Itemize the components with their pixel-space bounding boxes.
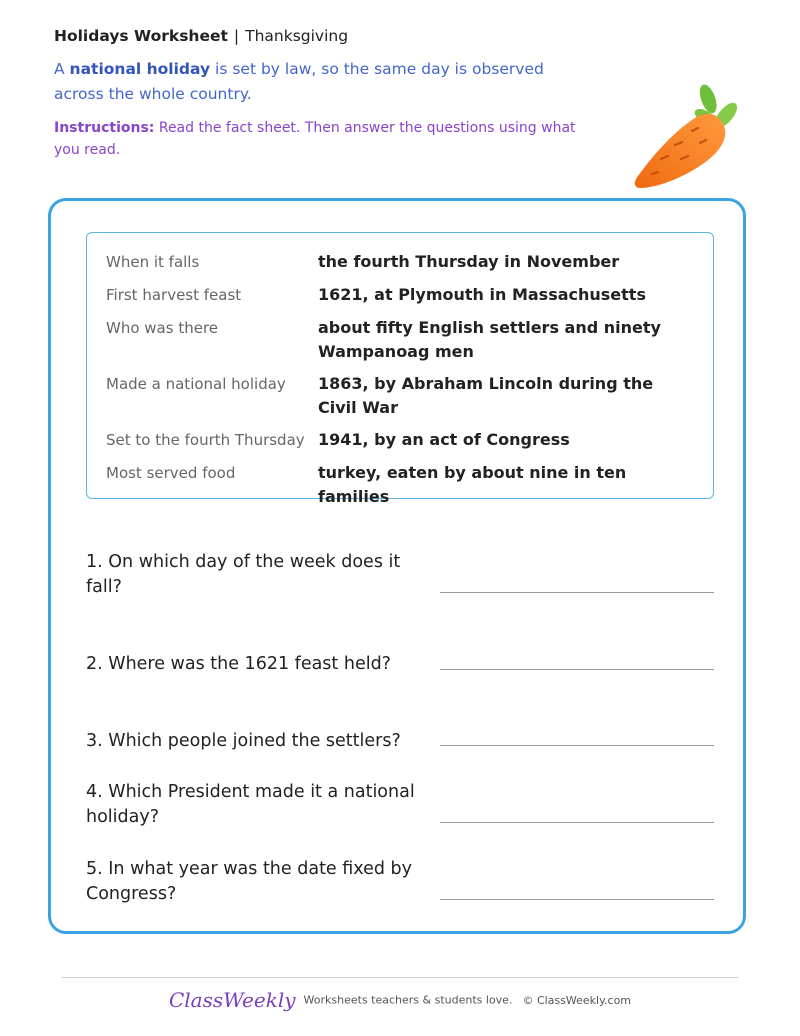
fact-label: When it falls — [106, 253, 200, 271]
intro-rest: is set by law, so the same day is observed across the whole country. — [54, 60, 544, 103]
footer-copyright: © ClassWeekly.com — [522, 993, 632, 1007]
instructions — [54, 117, 584, 161]
footer-tagline: Worksheets teachers & students love. — [303, 993, 513, 1007]
fact-label: Set to the fourth Thursday — [106, 431, 305, 449]
answer-line-3[interactable] — [440, 745, 714, 746]
worksheet-topic: Thanksgiving — [245, 27, 349, 45]
header-separator: | — [233, 27, 240, 45]
fact-label: First harvest feast — [106, 286, 242, 304]
fact-label: Most served food — [106, 464, 236, 482]
instructions-label: Instructions: — [54, 120, 155, 136]
fact-value: turkey, eaten by about nine in ten families — [318, 463, 627, 506]
fact-value: 1941, by an act of Congress — [318, 430, 570, 449]
footer — [0, 988, 800, 1012]
worksheet-title: Holidays Worksheet — [54, 27, 228, 45]
question-4: 4. Which President made it a national holiday? — [86, 782, 415, 827]
answer-line-5[interactable] — [440, 899, 714, 900]
intro-text — [54, 57, 584, 107]
fact-sheet — [86, 232, 714, 506]
fact-value: 1863, by Abraham Lincoln during the Civil War — [318, 374, 654, 417]
intro-prefix: A — [54, 60, 65, 78]
instructions-text: Read the fact sheet. Then answer the questions using what you read. — [54, 120, 576, 158]
fact-label: Made a national holiday — [106, 375, 286, 393]
question-1: 1. On which day of the week does it fall? — [86, 552, 401, 597]
answer-line-1[interactable] — [440, 592, 714, 593]
brand-logo: ClassWeekly — [168, 988, 296, 1012]
fact-value: about fifty English settlers and ninety Wampanoag men — [318, 318, 661, 361]
fact-value: the fourth Thursday in November — [318, 252, 620, 271]
question-3: 3. Which people joined the settlers? — [86, 731, 401, 751]
footer-divider — [62, 977, 738, 978]
worksheet-header — [54, 27, 348, 45]
fact-label: Who was there — [106, 319, 219, 337]
intro-term: national holiday — [69, 60, 211, 78]
carrot-icon — [628, 84, 748, 194]
question-5: 5. In what year was the date fixed by Congress? — [86, 859, 412, 904]
answer-line-2[interactable] — [440, 669, 714, 670]
answer-line-4[interactable] — [440, 822, 714, 823]
fact-value: 1621, at Plymouth in Massachusetts — [318, 285, 646, 304]
question-2: 2. Where was the 1621 feast held? — [86, 654, 391, 674]
